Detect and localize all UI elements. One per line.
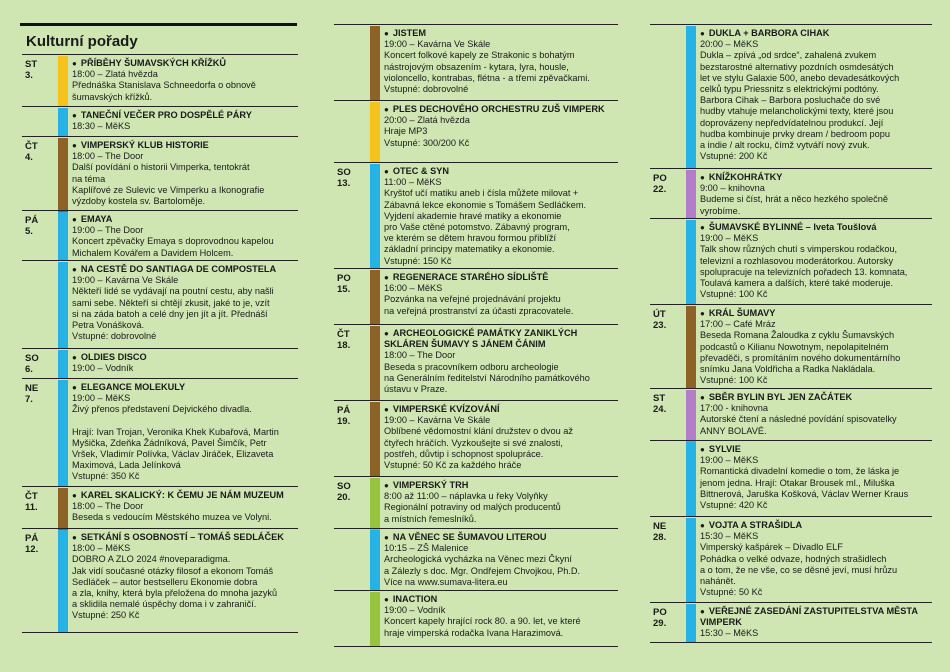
event-body <box>700 392 930 437</box>
event-item <box>334 476 618 531</box>
event-detail-line: 19:00 – Kavárna Ve Skále <box>72 275 179 286</box>
event-detail-line: šumavských křížků. <box>72 91 153 102</box>
event-detail-line: snímku Jana Voldřicha a Radka Nakládala. <box>700 364 876 375</box>
category-color-bar <box>686 442 696 517</box>
weekday: ST <box>653 393 666 404</box>
event-detail-line: Více na www.sumava-litera.eu <box>384 576 508 587</box>
day-number: 18. <box>337 340 351 351</box>
event-body <box>384 532 616 588</box>
event-detail-line: Myšička, Zdeňka Žádníková, Pavel Šimčík, Petr <box>72 437 267 448</box>
event-item <box>22 528 298 633</box>
weekday: PO <box>653 607 667 618</box>
page-title: Kulturní pořady <box>26 33 138 50</box>
event-detail-line: a indie / alt rocku, čímž vytváří nový zvuk. <box>700 140 870 151</box>
event-detail-line: Vstupné: 420 Kč <box>700 500 768 511</box>
event-title: ● ŠUMAVSKÉ BYLINNÉ – Iveta Toušlová <box>700 222 930 233</box>
event-detail-line: 11:00 – MěKS <box>384 177 442 188</box>
event-detail-line: a sklidila nemalé úspěchy doma i v zahraničí. <box>72 599 257 610</box>
event-body <box>72 490 296 524</box>
event-title: ● INACTION <box>384 594 616 605</box>
category-color-bar <box>370 26 380 101</box>
header-rule <box>20 23 297 26</box>
weekday: PÁ <box>25 533 39 544</box>
day-number: 19. <box>337 416 351 427</box>
event-body <box>700 606 930 640</box>
event-detail-line: nahánět. <box>700 576 736 587</box>
event-title: ● ELEGANCE MOLEKULY <box>72 382 296 393</box>
weekday: ÚT <box>653 309 666 320</box>
category-color-bar <box>58 56 68 107</box>
event-date <box>653 173 683 195</box>
event-title: ● REGENERACE STARÉHO SÍDLIŠTĚ <box>384 272 616 283</box>
category-color-bar <box>370 592 380 647</box>
day-number: 24. <box>653 404 667 415</box>
event-detail-line: Vimperský kašpárek – Divadlo ELF <box>700 542 843 553</box>
event-body <box>700 28 930 162</box>
event-date <box>337 405 367 427</box>
event-detail-line: 17:00 – Café Mráz <box>700 319 776 330</box>
event-detail-line: hraje vimperská rodačka Ivana Harazimová. <box>384 627 564 638</box>
event-item <box>334 400 618 477</box>
event-detail-line: 19:00 – Kavárna Ve Skále <box>384 39 491 50</box>
event-detail-line: Hraje MP3 <box>384 126 428 137</box>
event-date <box>25 215 55 237</box>
category-color-bar <box>58 530 68 633</box>
event-detail-line: Barbora Cihak – Barbora posluchače do své <box>700 95 881 106</box>
event-item <box>22 378 298 487</box>
category-color-bar <box>58 212 68 261</box>
day-number: 15. <box>337 284 351 295</box>
category-color-bar <box>686 604 696 643</box>
event-detail-line: Zábavná lekce ekonomie s Tomášem Sedláčkem. <box>384 199 587 210</box>
event-date <box>25 533 55 555</box>
category-color-bar <box>58 262 68 349</box>
event-date <box>25 141 55 163</box>
event-item <box>334 590 618 647</box>
event-detail-line: Vstupné: dobrovolné <box>384 84 469 95</box>
event-body <box>72 352 296 374</box>
event-detail-line: a o tom, že ne vše, co se děsné jeví, musí hrůzu <box>700 564 898 575</box>
category-color-bar <box>370 478 380 531</box>
event-detail-line: let ve stylu Galaxie 500, anebo devadesátkových <box>700 72 900 83</box>
event-item <box>22 136 298 215</box>
event-date <box>653 607 683 629</box>
event-detail-line: Regionální potraviny od malých producentů <box>384 502 561 513</box>
event-body <box>72 264 296 342</box>
event-title: ● DUKLA + BARBORA CIHAK <box>700 28 930 39</box>
event-detail-line: Vstupné: 200 Kč <box>700 151 768 162</box>
event-item <box>650 218 932 305</box>
event-item <box>650 24 932 169</box>
event-detail-line: 15:30 – MěKS <box>700 628 759 639</box>
event-item <box>22 260 298 349</box>
event-detail-line: Pohádka o velké odvaze, hodných strašidlech <box>700 553 887 564</box>
event-item <box>334 324 618 401</box>
day-number: 29. <box>653 618 667 629</box>
event-detail-line: 19:00 – MěKS <box>72 393 131 404</box>
event-title: ● VEŘEJNÉ ZASEDÁNÍ ZASTUPITELSTVA MĚSTA VIMPERK <box>700 606 930 628</box>
day-number: 4. <box>25 152 33 163</box>
event-body <box>72 110 296 132</box>
category-color-bar <box>686 306 696 389</box>
event-title: ● VIMPERSKÉ KVÍZOVÁNÍ <box>384 404 616 415</box>
event-detail-line: 16:00 – MěKS <box>384 283 443 294</box>
event-detail-line: Bittnerová, Jaruška Košková, Václav Werner Kraus <box>700 488 909 499</box>
day-number: 3. <box>25 70 33 81</box>
weekday: PO <box>337 273 351 284</box>
weekday: PÁ <box>337 405 351 416</box>
event-detail-line: Maximová, Lada Jelínková <box>72 460 181 471</box>
event-title: ● NA VĚNEC SE ŠUMAVOU LITEROU <box>384 532 616 543</box>
event-detail-line: violoncello, kontrabas, flétna - a třemi zpěvačkami. <box>384 72 590 83</box>
category-color-bar <box>686 390 696 443</box>
event-body <box>384 328 616 395</box>
event-detail-line: ve kterém se dětem hravou formou přiblíží <box>384 233 557 244</box>
event-date <box>25 383 55 405</box>
category-color-bar <box>58 138 68 215</box>
event-body <box>384 28 616 95</box>
event-detail-line: Jak vidí současné otázky filosof a ekonom Tomáš <box>72 565 274 576</box>
event-detail-line: Koncert kapely hrající rock 80. a 90. let, ve které <box>384 616 581 627</box>
weekday: SO <box>337 481 351 492</box>
event-item <box>334 162 618 269</box>
event-detail-line: 19:00 – MěKS <box>700 233 759 244</box>
event-detail-line: Vstupné: 350 Kč <box>72 471 140 482</box>
event-detail-line: Talk show různých chutí s vimperskou rodačkou, <box>700 244 898 255</box>
day-number: 22. <box>653 184 667 195</box>
event-date <box>337 481 367 503</box>
event-detail-line: hudby vtahuje melancholickými texty, které jsou <box>700 106 894 117</box>
event-body <box>72 214 296 259</box>
event-detail-line: a Zálezly s doc. Mgr. Ondřejem Chvojkou, Ph.D. <box>384 565 581 576</box>
event-item <box>334 528 618 591</box>
event-detail-line: Vyjdení akademie hravé matiky a ekonomie <box>384 210 562 221</box>
event-detail-line: jenom jedna. Hrají: Otakar Brousek ml., Miluška <box>700 477 895 488</box>
event-body <box>384 104 616 149</box>
event-detail-line: 19:00 – MěKS <box>700 455 759 466</box>
event-detail-line: 19:00 – Vodník <box>72 363 134 374</box>
event-detail-line: Michalem Kovářem a Davidem Holcem. <box>72 247 234 258</box>
event-title: ● KAREL SKALICKÝ: K ČEMU JE NÁM MUZEUM <box>72 490 296 501</box>
event-title: ● SETKÁNÍ S OSOBNOSTÍ – TOMÁŠ SEDLÁČEK <box>72 532 296 543</box>
event-detail-line: 19:00 – Kavárna Ve Skále <box>384 415 491 426</box>
event-title: ● PLES DECHOVÉHO ORCHESTRU ZUŠ VIMPERK <box>384 104 616 115</box>
event-body <box>700 172 930 217</box>
event-body <box>72 532 296 622</box>
event-detail-line: pro Vaše ctěné potomstvo. Zábavný program, <box>384 222 570 233</box>
event-detail-line: hudba kombinuje prvky dream / bedroom popu <box>700 128 890 139</box>
event-detail-line: Koncert zpěvačky Emaya s doprovodnou kapelou <box>72 236 274 247</box>
event-detail-line: Vstupné: 100 Kč <box>700 375 768 386</box>
event-title: ● EMAYA <box>72 214 296 225</box>
event-title: ● VOJTA A STRAŠIDLA <box>700 520 930 531</box>
event-detail-line: a místních řemeslníků. <box>384 513 477 524</box>
event-item <box>334 268 618 325</box>
category-color-bar <box>58 350 68 379</box>
event-detail-line: 20:00 – Zlatá hvězda <box>384 115 470 126</box>
event-detail-line: 18:00 – The Door <box>384 350 456 361</box>
weekday: PÁ <box>25 215 39 226</box>
event-date <box>653 309 683 331</box>
column-end-rule <box>650 642 932 643</box>
event-title: ● VIMPERSKÝ KLUB HISTORIE <box>72 140 296 151</box>
event-item <box>650 168 932 219</box>
event-detail-line: 15:30 – MěKS <box>700 531 759 542</box>
event-detail-line: bezstarostné alternativy pozdních osmdesátých <box>700 61 894 72</box>
category-color-bar <box>686 220 696 305</box>
event-detail-line: Vstupné: dobrovolné <box>72 331 157 342</box>
event-detail-line: Dukla – zpívá „od srdce“, zahalená zvukem <box>700 50 877 61</box>
event-item <box>650 516 932 603</box>
column-end-rule <box>22 632 298 633</box>
weekday: NE <box>25 383 39 394</box>
event-item <box>22 54 298 107</box>
event-detail-line: celků typu Priessnitz s elektrickými podtóny. <box>700 84 879 95</box>
event-detail-line: Vstupné: 50 Kč <box>700 587 763 598</box>
event-detail-line: spolupracuje na televizních pořadech 13. komnata, <box>700 266 908 277</box>
event-detail-line: Vstupné: 300/200 Kč <box>384 137 470 148</box>
event-detail-line: podcastů o Kilianu Nowotnym, nepolapitelném <box>700 341 889 352</box>
day-number: 11. <box>25 502 38 513</box>
event-body <box>384 404 616 471</box>
event-detail-line: Kryštof učí matiku aneb i čísla můžete milovat + <box>384 188 579 199</box>
category-color-bar <box>370 530 380 591</box>
weekday: SO <box>25 353 39 364</box>
event-detail-line: Autorské čtení a následné povídání spisovatelky <box>700 414 897 425</box>
event-detail-line: 8:00 až 11:00 – náplavka u řeky Volyňky <box>384 491 548 502</box>
event-detail-line: 19:00 – Vodník <box>384 605 446 616</box>
event-detail-line: Vstupné: 100 Kč <box>700 289 768 300</box>
event-title: ● OLDIES DISCO <box>72 352 296 363</box>
event-detail-line: Přednáška Stanislava Schneedorfa o obnově <box>72 80 256 91</box>
event-detail-line: 18:00 – The Door <box>72 151 144 162</box>
column-end-rule <box>334 646 618 647</box>
event-title: ● PŘÍBĚHY ŠUMAVSKÝCH KŘÍŽKŮ <box>72 58 296 69</box>
day-number: 12. <box>25 544 39 555</box>
event-body <box>72 58 296 103</box>
day-number: 5. <box>25 226 33 237</box>
category-color-bar <box>58 108 68 137</box>
event-detail-line: převaděči, s promítáním nového dokumentárního <box>700 352 901 363</box>
event-detail-line: na veřejná prostranství za účasti zpracovatele. <box>384 305 574 316</box>
weekday: PO <box>653 173 667 184</box>
event-date <box>25 59 55 81</box>
event-detail-line: 20:00 – MěKS <box>700 39 759 50</box>
event-detail-line: 18:00 – The Door <box>72 501 144 512</box>
event-date <box>653 521 683 543</box>
event-detail-line: výzdoby kostela sv. Bartoloměje. <box>72 196 206 207</box>
event-title: ● JISTEM <box>384 28 616 39</box>
event-detail-line: DOBRO A ZLO 2024 #noveparadigma. <box>72 554 231 565</box>
event-detail-line: 17:00 - knihovna <box>700 403 768 414</box>
day-number: 28. <box>653 532 667 543</box>
event-title: ● SYLVIE <box>700 444 930 455</box>
day-number: 13. <box>337 178 351 189</box>
event-date <box>337 167 367 189</box>
event-detail-line: Romantická divadelní komedie o tom, že láska je <box>700 466 900 477</box>
event-detail-line: Hrají: Ivan Trojan, Veronika Khek Kubařová, Martin <box>72 426 279 437</box>
event-detail-line: 18:00 – Zlatá hvězda <box>72 69 158 80</box>
event-title: ● SBĚR BYLIN BYL JEN ZAČÁTEK <box>700 392 930 403</box>
event-item <box>334 100 618 163</box>
event-detail-line: nástrojovým obsazením - kytara, lyra, housle, <box>384 61 569 72</box>
category-color-bar <box>58 380 68 487</box>
event-detail-line: sami sebe. Někteří si chtějí zkusit, jaké to je, vzít <box>72 297 270 308</box>
event-detail-line: základní principy matematiky a ekonomie. <box>384 244 555 255</box>
event-body <box>384 272 616 317</box>
event-date <box>25 353 55 375</box>
event-item <box>650 440 932 517</box>
event-body <box>384 166 616 267</box>
event-detail-line: televizní a rozhlasovou moderátorkou. Autorsky <box>700 255 894 266</box>
event-detail-line: doprovázeny nepředvídatelnou produkcí. Její <box>700 117 884 128</box>
category-color-bar <box>370 164 380 269</box>
event-detail-line: Oblíbené vědomostní klání družstev o dvou až <box>384 426 573 437</box>
weekday: SO <box>337 167 351 178</box>
event-item <box>650 388 932 443</box>
category-color-bar <box>370 270 380 325</box>
event-detail-line: 9:00 – knihovna <box>700 183 765 194</box>
event-detail-line: na Generálním ředitelství Národního památkového <box>384 372 590 383</box>
day-number: 23. <box>653 320 667 331</box>
event-detail-line: Živý přenos představení Dejvického divadla. <box>72 404 252 415</box>
event-date <box>337 273 367 295</box>
category-color-bar <box>370 402 380 477</box>
category-color-bar <box>370 326 380 401</box>
event-item <box>650 602 932 643</box>
event-item <box>22 106 298 137</box>
event-detail-line: ústavu v Praze. <box>384 384 448 395</box>
event-body <box>384 480 616 525</box>
event-body <box>72 140 296 207</box>
event-detail-line: Někteří lidé se vydávají na poutní cestu, aby našli <box>72 286 274 297</box>
category-color-bar <box>686 518 696 603</box>
event-detail-line: Vstupné: 50 Kč za každého hráče <box>384 460 522 471</box>
event-body <box>72 382 296 483</box>
category-color-bar <box>58 488 68 533</box>
event-detail-line: Další povídání o historii Vimperka, tentokrát <box>72 162 250 173</box>
event-detail-line: Koncert folkové kapely ze Strakonic s bohatým <box>384 50 575 61</box>
weekday: ČT <box>25 141 38 152</box>
category-color-bar <box>370 102 380 163</box>
event-detail-line: vyrobíme. <box>700 205 741 216</box>
weekday: ČT <box>337 329 350 340</box>
event-item <box>334 24 618 101</box>
category-color-bar <box>686 170 696 219</box>
event-item <box>22 486 298 533</box>
event-title: ● KNÍŽKOHRÁTKY <box>700 172 930 183</box>
event-body <box>700 444 930 511</box>
event-item <box>22 210 298 261</box>
event-title: ● NA CESTĚ DO SANTIAGA DE COMPOSTELA <box>72 264 296 275</box>
day-number: 6. <box>25 364 33 375</box>
event-date <box>653 393 683 415</box>
event-body <box>700 222 930 300</box>
event-detail-line: 18:00 – MěKS <box>72 543 131 554</box>
event-detail-line: Budeme si číst, hrát a něco hezkého společně <box>700 194 888 205</box>
event-detail-line: ANNY BOLAVÉ. <box>700 425 767 436</box>
event-body <box>384 594 616 639</box>
event-detail-line: 19:00 – The Door <box>72 225 144 236</box>
event-date <box>25 491 55 513</box>
event-detail-line: Toulavá kamera a dalších, které také moderuje. <box>700 278 894 289</box>
category-color-bar <box>686 26 696 169</box>
event-date <box>337 329 367 351</box>
event-detail-line: Vršek, Vladimír Polívka, Václav Jiráček, Elizaveta <box>72 449 274 460</box>
event-detail-line: Archeologická vycházka na Věnec mezi Čkyní <box>384 554 572 565</box>
event-detail-line: 18:30 – MěKS <box>72 121 131 132</box>
event-title: ● OTEC & SYN <box>384 166 616 177</box>
event-detail-line: si na záda batoh a celé dny jen jít a jít. Přednáší <box>72 308 268 319</box>
event-detail-line: postřeh, důvtip i schopnost spolupráce. <box>384 448 544 459</box>
event-detail-line: Vstupné: 150 Kč <box>384 255 452 266</box>
event-detail-line: a zla, knihy, která byla přeložena do mnoha jazyků <box>72 588 278 599</box>
day-number: 7. <box>25 394 33 405</box>
weekday: ST <box>25 59 38 70</box>
weekday: NE <box>653 521 667 532</box>
event-item <box>650 304 932 389</box>
event-title: ● KRÁL ŠUMAVY <box>700 308 930 319</box>
event-body <box>700 520 930 598</box>
event-detail-line: čtyřech hráčích. Vyzkoušejte si své znalosti, <box>384 437 563 448</box>
weekday: ČT <box>25 491 38 502</box>
event-detail-line <box>72 416 296 427</box>
event-body <box>700 308 930 386</box>
day-number: 20. <box>337 492 351 503</box>
event-detail-line: Beseda Romana Žaloudka z cyklu Šumavských <box>700 330 895 341</box>
event-detail-line: Pozvánka na veřejné projednávání projektu <box>384 294 561 305</box>
event-detail-line: na téma <box>72 173 106 184</box>
event-detail-line: Vstupné: 250 Kč <box>72 610 140 621</box>
event-detail-line: Kaplířové ze Sulevic ve Vimperku a Ikonografie <box>72 184 265 195</box>
event-detail-line: Beseda s pracovníkem odboru archeologie <box>384 361 559 372</box>
event-detail-line: 10:15 – ZŠ Malenice <box>384 543 469 554</box>
event-detail-line: Beseda s vedoucím Městského muzea ve Volyni. <box>72 512 272 523</box>
event-detail-line: Petra Vonášková. <box>72 320 145 331</box>
event-detail-line: Sedláček – autor bestselleru Ekonomie dobra <box>72 576 258 587</box>
event-title: ● VIMPERSKÝ TRH <box>384 480 616 491</box>
event-title: ● TANEČNÍ VEČER PRO DOSPĚLÉ PÁRY <box>72 110 296 121</box>
event-item <box>22 348 298 379</box>
event-title: ● ARCHEOLOGICKÉ PAMÁTKY ZANIKLÝCH SKLÁREN ŠUMAVY S JÁNEM ČÁNIM <box>384 328 616 350</box>
